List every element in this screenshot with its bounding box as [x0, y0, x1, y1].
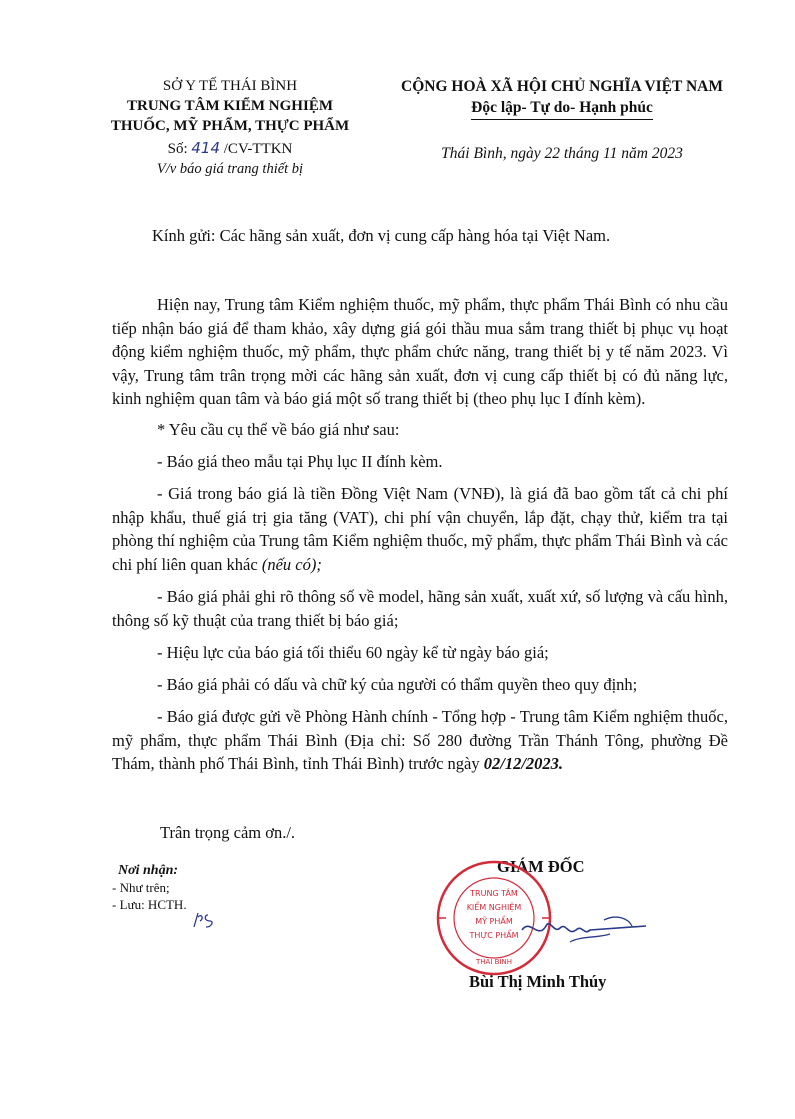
intro-paragraph: Hiện nay, Trung tâm Kiểm nghiệm thuốc, mỹ phẩm, thực phẩm Thái Bình có nhu cầu tiếp nhận báo giá để tham khảo, xây dựng giá gói thầu mua sắm trang thiết bị phục vụ hoạt động kiểm nghiệm thuốc, mỹ phẩm, thực phẩm chức năng, trang thiết bị y tế năm 2023. Vì vậy, Trung tâm trân trọng mời các hãng sản xuất, đơn vị cung cấp thiết bị có đủ năng lực, kinh nghiệm quan tâm và báo giá một số trang thiết bị (theo phụ lục I đính kèm).	[112, 295, 728, 409]
seal-text-line: MỸ PHẨM	[475, 917, 513, 926]
requirement-item: - Báo giá theo mẫu tại Phụ lục II đính kèm.	[157, 452, 443, 472]
handwritten-signature	[520, 900, 650, 960]
seal-text-line: TRUNG TÂM	[470, 889, 518, 898]
handwritten-initials	[190, 905, 230, 933]
recipients-block	[112, 862, 187, 913]
requirement-text: - Báo giá được gửi về Phòng Hành chính - Tổng hợp - Trung tâm Kiểm nghiệm thuốc, mỹ phẩm, thực phẩm Thái Bình (Địa chỉ: Số 280 đường Trần Thánh Tông, phường Đề Thám, thành phố Thái Bình, tỉnh Thái Bình) trước ngày	[112, 706, 728, 774]
seal-text-line: KIỂM NGHIỆM	[466, 903, 522, 912]
center-name-line1: TRUNG TÂM KIỂM NGHIỆM	[127, 98, 333, 114]
recipient-item: - Như trên;	[112, 880, 170, 895]
signer-title: GIÁM ĐỐC	[497, 857, 585, 876]
letter-body	[112, 293, 728, 784]
national-header-block	[382, 76, 742, 164]
parent-agency: SỞ Y TẾ THÁI BÌNH	[162, 78, 298, 94]
issuing-authority-block	[85, 76, 375, 179]
requirement-item: - Báo giá phải ghi rõ thông số về model, hãng sản xuất, xuất xứ, số lượng và cấu hình, thông số kỹ thuật của trang thiết bị báo giá;	[112, 587, 728, 630]
signer-name: Bùi Thị Minh Thúy	[469, 972, 607, 991]
center-name-line2: THUỐC, MỸ PHẨM, THỰC PHẨM	[110, 118, 350, 134]
requirement-item: - Hiệu lực của báo giá tối thiểu 60 ngày kể từ ngày báo giá;	[157, 642, 549, 662]
national-motto: Độc lập- Tự do- Hạnh phúc	[471, 97, 653, 120]
nation-title: CỘNG HOÀ XÃ HỘI CHỦ NGHĨA VIỆT NAM	[401, 78, 723, 95]
seal-text-line: THỰC PHẨM	[469, 931, 519, 940]
document-number	[85, 138, 375, 159]
deadline-date: 02/12/2023.	[483, 754, 564, 774]
recipients-title: Nơi nhận:	[118, 863, 179, 878]
closing-line: Trân trọng cảm ơn./.	[160, 823, 296, 842]
handwritten-number: 414	[191, 139, 221, 157]
requirement-text: - Giá trong báo giá là tiền Đồng Việt Nam (VNĐ), là giá đã bao gồm tất cả chi phí nhập khẩu, thuế giá trị gia tăng (VAT), chi phí vận chuyển, lắp đặt, chạy thử, kiểm tra tại phòng thí nghiệm của Trung tâm Kiểm nghiệm thuốc, mỹ phẩm, thực phẩm Thái Bình và các chi phí liên quan khác	[112, 484, 728, 574]
document-subject: V/v báo giá trang thiết bị	[156, 161, 304, 177]
requirements-heading: * Yêu cầu cụ thể về báo giá như sau:	[157, 419, 400, 439]
place-and-date: Thái Bình, ngày 22 tháng 11 năm 2023	[441, 145, 683, 162]
number-suffix: /CV-TTKN	[223, 141, 293, 157]
requirement-item	[112, 705, 728, 776]
requirement-note: (nếu có);	[261, 554, 322, 574]
recipient-item: - Lưu: HCTH.	[112, 897, 187, 912]
number-prefix: Số:	[167, 141, 188, 157]
requirement-item	[112, 482, 728, 576]
greeting: Kính gửi: Các hãng sản xuất, đơn vị cung cấp hàng hóa tại Việt Nam.	[152, 226, 611, 245]
seal-text-line: THÁI BÌNH	[476, 958, 512, 966]
requirement-item: - Báo giá phải có dấu và chữ ký của người có thẩm quyền theo quy định;	[157, 674, 638, 694]
